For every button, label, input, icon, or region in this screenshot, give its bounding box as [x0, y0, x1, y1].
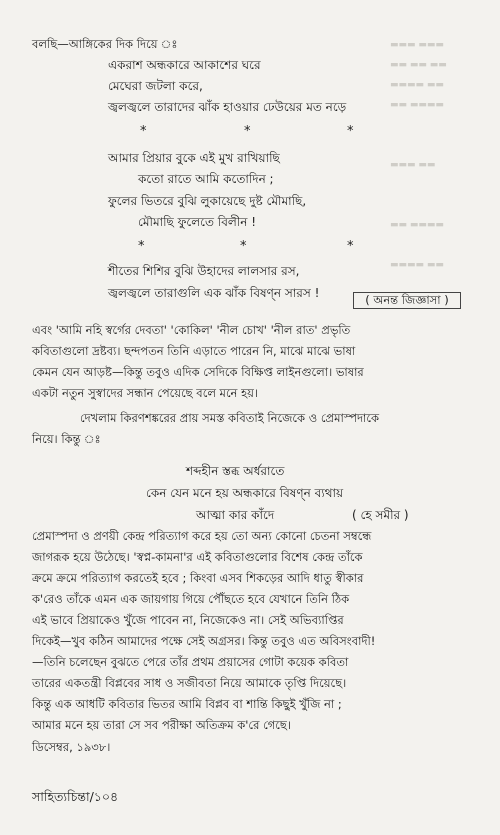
separator-star: *: [347, 124, 354, 139]
paragraph-line: এই ভাবে প্রিয়াকেও খুঁজে পাবেন না, নিজেকেও না। সেই অভিব্যাপ্তির: [32, 613, 344, 627]
poem-line: কেন যেন মনে হয় অন্ধকারে বিষণ্ন ব্যথায়: [146, 486, 344, 500]
separator-star: *: [347, 239, 354, 254]
paragraph-line: জাগরূক হয়ে উঠেছে। 'স্বপ্ন-কামনা'র এই কবিতাগুলোর বিশেষ কেন্দ্র তাঁকে: [32, 550, 363, 564]
poem-line: আমার প্রিয়ার বুকে এই মুখ রাখিয়াছি: [108, 151, 280, 165]
source-citation-box: [353, 292, 461, 309]
page-footer: সাহিত্যচিন্তা/১০৪: [32, 789, 119, 804]
bleed-through-text: ▬▬ ▬▬▬▬: [390, 100, 444, 110]
poem-line: মৌমাছি ফুলেতে বিলীন !: [138, 215, 257, 229]
paragraph-line: কবিতাগুলো দ্রষ্টব্য। ছন্দপতন তিনি এড়াতে পারেন নি, মাঝে মাঝে ভাষা: [32, 344, 356, 358]
poem-line: কতো রাতে আমি কতোদিন ;: [138, 172, 274, 186]
poem-line: একরাশ অন্ধকারে আকাশের ঘরে: [108, 58, 261, 72]
separator-star: *: [140, 124, 147, 139]
paragraph-line: আমার মনে হয় তারা সে সব পরীক্ষা অতিক্রম ক'রে গেছে।: [32, 718, 291, 732]
poem-line: শব্দহীন স্তব্ধ অর্ধরাতে: [186, 464, 285, 478]
paragraph-line: কেমন যেন আড়ষ্ট—কিন্তু তবুও এদিক সেদিকে বিক্ষিপ্ত লাইনগুলো। ভাষার: [32, 365, 364, 379]
paragraph-line: দিকেই—খুব কঠিন আমাদের পক্ষে সেই অগ্রসর। কিন্তু তবুও এত অবিসংবাদী!: [32, 634, 376, 648]
paragraph-line: এবং 'আমি নহি স্বর্গের দেবতা' 'কোকিল' 'নীল চোখ' 'নীল রাত' প্রভৃতি: [32, 323, 351, 337]
poem-line: জ্বলজ্বলে তারাদের ঝাঁক হাওয়ার ঢেউয়ের মত নড়ে: [108, 100, 347, 114]
bleed-through-text: ▬▬▬▬ ▬▬: [390, 260, 444, 270]
bleed-through-text: ▬▬ ▬▬▬▬: [390, 220, 444, 230]
paragraph-line: কিন্তু এক আধটি কবিতার ভিতর আমি বিপ্লব বা শান্তি কিছুই খুঁজি না ;: [32, 697, 342, 711]
separator-star: *: [244, 124, 251, 139]
paragraph-line: নিয়ে। কিন্তু ঃ: [32, 432, 101, 446]
poem-line: শীতের শিশির বুঝি উহাদের লালসার রস,: [108, 264, 300, 278]
bleed-through-text: ▬▬▬ ▬▬▬: [390, 40, 444, 50]
poem-line: জ্বলজ্বলে তারাগুলি এক ঝাঁক বিষণ্ন সারস !: [108, 286, 320, 300]
paragraph-line: একটা নতুন সুস্বাদের সন্ধান পেয়েছে বলে মনে হয়।: [32, 386, 259, 400]
paragraph-line: প্রেমাস্পদা ও প্রণয়ী কেন্দ্র পরিত্যাগ করে হয় তো অন্য কোনো চেতনা সম্বন্ধে: [32, 529, 372, 543]
poem-line: আত্মা কার কাঁদে: [196, 508, 275, 522]
poem-line: ফুলের ভিতরে বুঝি লুকায়েছে দুষ্ট মৌমাছি,: [108, 194, 307, 208]
paragraph-line: দেখলাম কিরণশঙ্করের প্রায় সমস্ত কবিতাই নিজেকে ও প্রেমাস্পদাকে: [80, 411, 380, 425]
bleed-through-text: ▬▬▬ ▬▬: [390, 160, 436, 170]
separator-star: *: [138, 239, 145, 254]
paragraph-line: —তিনি চলেছেন বুঝতে পেরে তাঁর প্রথম প্রয়াসের গোটা কয়েক কবিতা: [32, 655, 349, 669]
intro-line: বলছি—আঙ্গিকের দিক দিয়ে ঃ: [32, 37, 178, 51]
bleed-through-text: ▬▬▬▬ ▬▬: [390, 80, 444, 90]
date-line: ডিসেম্বর, ১৯৩৮।: [32, 740, 111, 754]
bleed-through-text: ▬▬ ▬▬ ▬▬: [390, 60, 447, 70]
paragraph-line: ক্রমে ক্রমে পরিত্যাগ করতেই হবে ; কিংবা এসব শিকড়ের আদি ধাতু স্বীকার: [32, 571, 364, 585]
source-citation: ( হে সমীর ): [352, 508, 409, 522]
poem-line: মেঘেরা জটলা করে,: [108, 79, 203, 93]
paragraph-line: তারের একতন্ত্রী বিপ্লবের সাধ ও সজীবতা নিয়ে আমাকে তৃপ্তি দিয়েছে।: [32, 676, 347, 690]
separator-star: *: [240, 239, 247, 254]
source-citation: ( অনন্ত জিজ্ঞাসা ): [365, 293, 449, 307]
paragraph-line: ক'রেও তাঁকে এমন এক জায়গায় গিয়ে পৌঁছতে হবে যেখানে তিনি ঠিক: [32, 592, 350, 606]
